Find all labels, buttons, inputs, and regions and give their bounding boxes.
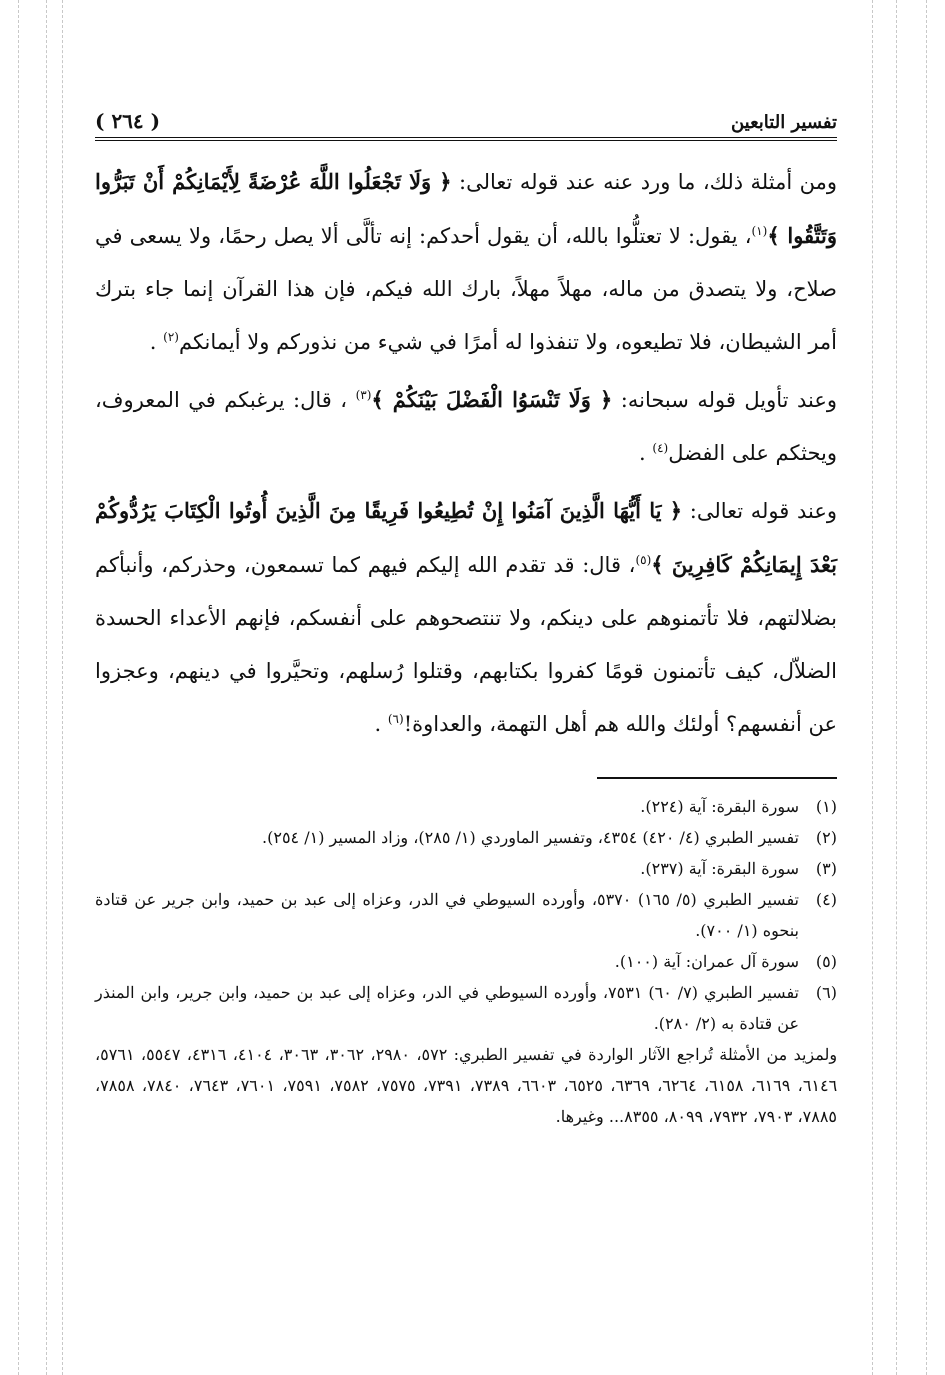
guide-line [896, 0, 897, 1375]
footnote-item [95, 791, 837, 822]
text-run: . [639, 441, 653, 465]
quran-verse: ﴿ وَلَا تَنْسَوُا الْفَضْلَ بَيْنَكُمْ ﴾ [371, 387, 613, 412]
footnote-mark: (٦) [815, 983, 837, 1002]
footnote-text: سورة البقرة: آية (٢٢٤). [640, 797, 799, 816]
footnote-item [95, 946, 837, 977]
text-run: . [149, 330, 164, 354]
guide-line [46, 0, 47, 1375]
book-title: تفسير التابعين [730, 112, 837, 133]
paragraph-2 [95, 373, 837, 480]
guide-line [62, 0, 63, 1375]
footnote-ref: (٥) [635, 553, 652, 567]
text-run: وعند قوله تعالى: [682, 499, 838, 523]
footnote-extra: ولمزيد من الأمثلة تُراجع الآثار الواردة في تفسير الطبري: ٥٧٢، ٢٩٨٠، ٣٠٦٢، ٣٠٦٣، ٤١٠٤، ٤٣١٦، ٥٥٤٧، ٥٧٦١، ٦١٤٦، ٦١٦٩، ٦١٥٨، ٦٢٦٤، ٦٣٦٩، ٦٥٢٥، ٦٦٠٣، ٧٣٨٩، ٧٣٩١، ٧٥٧٥، ٧٥٨٢، ٧٥٩١، ٧٦٠١، ٧٦٤٣، ٧٨٤٠، ٧٨٥٨، ٧٨٨٥، ٧٩٠٣، ٧٩٣٢، ٨٠٩٩، ٨٣٥٥... وغيرها. [95, 1045, 838, 1126]
paragraph-1 [95, 155, 837, 369]
footnote-text: تفسير الطبري (٥/ ١٦٥) ٥٣٧٠، وأورده السيوطي في الدر، وعزاه إلى عبد بن حميد، وابن جرير عن قتادة بنحوه (١/ ٧٠٠). [95, 890, 799, 940]
footnote-ref: (٦) [387, 712, 404, 726]
footnote-ref: (٢) [163, 330, 179, 344]
footnote-mark: (٣) [815, 859, 837, 878]
quran-verse: ﴿ وَلَا تَجْعَلُوا اللَّهَ عُرْضَةً لِأَيْمَانِكُمْ أَنْ تَبَرُّوا وَتَتَّقُوا ﴾ [95, 169, 837, 248]
text-run: ومن أمثلة ذلك، ما ورد عنه عند قوله تعالى: [451, 170, 837, 194]
footnote-mark: (١) [815, 797, 837, 816]
footnote-item [95, 884, 837, 946]
footnote-separator [597, 777, 837, 779]
footnote-item [95, 977, 837, 1039]
footnote-text: سورة آل عمران: آية (١٠٠). [614, 952, 799, 971]
text-run: ، يقول: لا تعتلُّوا بالله، أن يقول أحدكم: إنه تألَّى ألا يصل رحمًا، ولا يسعى في صلاح، ولا يتصدق من ماله، مهلاً مهلاً، بارك الله فيكم، فإن هذا القرآن إنما جاء بترك أمر الشيطان، فلا تطيعوه، ولا تنفذوا له أمرًا في شيء من نذوركم ولا أيمانكم [95, 224, 837, 354]
footnote-ref: (٣) [355, 388, 372, 402]
paragraph-3 [95, 484, 837, 751]
footnotes [95, 791, 837, 1132]
guide-line [872, 0, 873, 1375]
footnote-ref: (١) [751, 224, 768, 238]
main-text [95, 155, 837, 751]
footnote-mark: (٤) [815, 890, 837, 909]
footnote-mark: (٥) [815, 952, 837, 971]
footnote-item [95, 853, 837, 884]
guide-line [18, 0, 19, 1375]
footnote-ref: (٤) [652, 441, 669, 455]
footnote-item [95, 822, 837, 853]
text-run: ، قال: يرغبكم في المعروف، ويحثكم على الفضل [95, 388, 837, 465]
guide-line [926, 0, 927, 1375]
footnote-mark: (٢) [815, 828, 837, 847]
quran-verse: ﴿ يَا أَيُّهَا الَّذِينَ آمَنُوا إِنْ تُطِيعُوا فَرِيقًا مِنَ الَّذِينَ أُوتُوا الْكِتَابَ يَرُدُّوكُمْ بَعْدَ إِيمَانِكُمْ كَافِرِينَ ﴾ [95, 498, 837, 577]
footnote-text: تفسير الطبري (٤/ ٤٢٠) ٤٣٥٤، وتفسير الماوردي (١/ ٢٨٥)، وزاد المسير (١/ ٢٥٤). [262, 828, 799, 847]
text-run: وعند تأويل قوله سبحانه: [612, 388, 837, 412]
text-run: ، قال: قد تقدم الله إليكم فيهم كما تسمعون، وحذركم، وأنبأكم بضلالتهم، فلا تأتمنوهم على دينكم، ولا تنتصحوهم على أنفسكم، فإنهم الأعداء الحسدة الضلاّل، كيف تأتمنون قومًا كفروا بكتابهم، وقتلوا رُسلهم، وتحيَّروا في دينهم، وعجزوا عن أنفسهم؟ أولئك والله هم أهل التهمة، والعداوة! [95, 553, 837, 736]
page-number: ( ٢٦٤ ) [95, 109, 161, 133]
footnote-text: سورة البقرة: آية (٢٣٧). [640, 859, 799, 878]
footnote-text: تفسير الطبري (٧/ ٦٠) ٧٥٣١، وأورده السيوطي في الدر، وعزاه إلى عبد بن حميد، وابن جرير، وابن المنذر عن قتادة به (٢/ ٢٨٠). [95, 983, 800, 1033]
book-page [95, 95, 837, 1295]
text-run: . [374, 712, 388, 736]
page-header [95, 95, 837, 141]
